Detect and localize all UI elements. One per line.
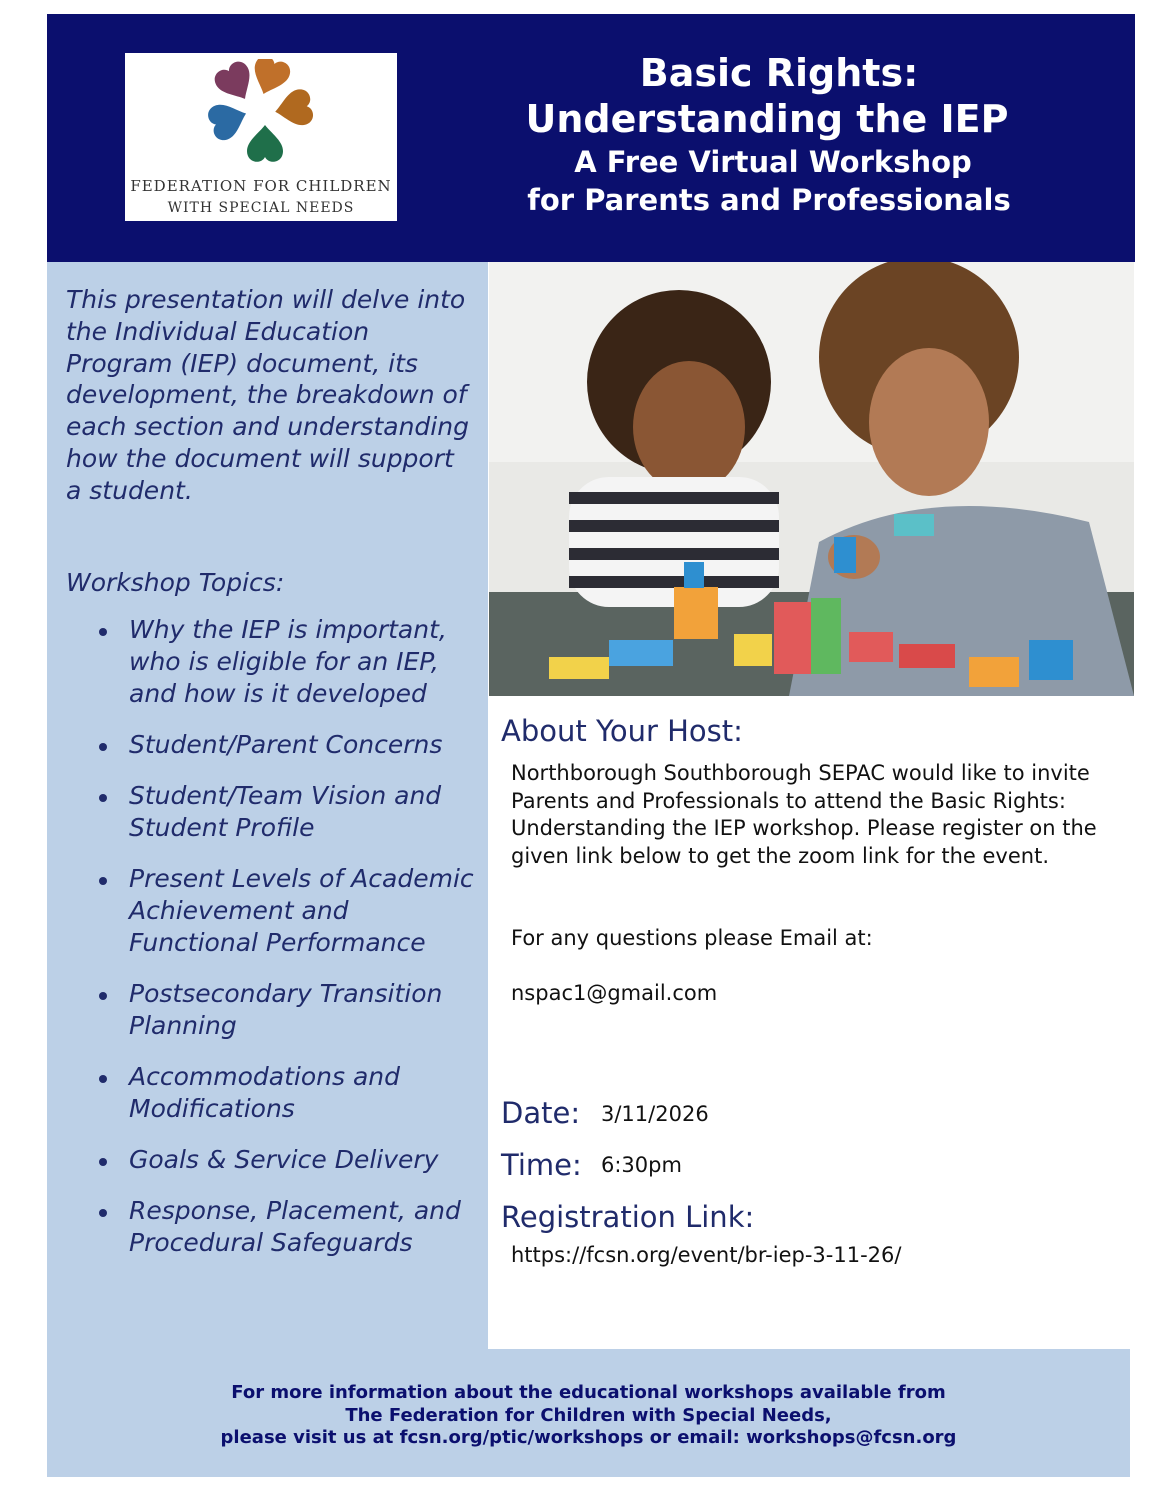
footer-line3: please visit us at fcsn.org/ptic/workshops or email: workshops@fcsn.org [220,1427,957,1448]
photo-illustration [489,262,1134,696]
topic-text: Why the IEP is important, who is eligible for an IEP, and how is it developed [129,615,447,708]
date-label: Date: [501,1096,581,1130]
bullet-icon [99,992,107,1000]
topics-heading: Workshop Topics: [66,568,285,597]
registration-label: Registration Link: [501,1200,755,1234]
footer-line1: For more information about the educational workshops available from [231,1382,946,1403]
topic-text: Student/Team Vision and Student Profile [129,781,442,842]
about-host-body: Northborough Southborough SEPAC would like to invite Parents and Professionals to attend the Basic Rights: Understanding the IEP workshop. Please register on the given link below to get the zoom link for the event. [511,761,1097,868]
topic-item [47,729,488,761]
footer-line2: The Federation for Children with Special Needs, [345,1404,832,1426]
topic-text: Accommodations and Modifications [129,1062,400,1123]
fcsn-logo [125,53,397,221]
topic-text: Response, Placement, and Procedural Safeguards [129,1196,461,1257]
about-host-heading: About Your Host: [501,714,743,748]
bullet-icon [99,628,107,636]
bullet-icon [99,794,107,802]
title-block [477,50,1097,219]
bullet-icon [99,877,107,885]
time-label: Time: [501,1148,582,1182]
hearts-logo-icon [207,59,315,171]
topic-text: Goals & Service Delivery [129,1145,439,1174]
topic-text: Present Levels of Academic Achievement and Functional Performance [129,864,474,957]
header-banner [47,14,1135,262]
title-line2: Understanding the IEP [525,97,1009,141]
questions-text: For any questions please Email at: [511,926,873,950]
topics-list [47,614,488,1278]
bullet-icon [99,1075,107,1083]
topic-text: Student/Parent Concerns [129,730,443,759]
bullet-icon [99,1158,107,1166]
topic-item [47,780,488,844]
title-line1: Basic Rights: [639,51,919,95]
topics-sidebar [47,262,488,1349]
bullet-icon [99,1209,107,1217]
topic-item [47,1195,488,1259]
logo-org-line2: WITH SPECIAL NEEDS [167,200,355,216]
date-value: 3/11/2026 [601,1102,709,1126]
time-value: 6:30pm [601,1153,682,1177]
registration-link[interactable]: https://fcsn.org/event/br-iep-3-11-26/ [511,1243,902,1267]
footer-banner [47,1349,1130,1477]
topic-text: Postsecondary Transition Planning [129,979,443,1040]
topic-item [47,1144,488,1176]
bullet-icon [99,743,107,751]
topic-item [47,1061,488,1125]
topic-item [47,614,488,710]
host-email: nspac1@gmail.com [511,981,718,1005]
subtitle-line2: for Parents and Professionals [527,183,1011,217]
logo-org-line1: FEDERATION FOR CHILDREN [130,177,392,195]
intro-paragraph: This presentation will delve into the Individual Education Program (IEP) document, its development, the breakdown of each section and understanding how the document will support a student. [66,285,469,505]
topic-item [47,863,488,959]
workshop-photo [489,262,1134,696]
subtitle-line1: A Free Virtual Workshop [574,145,972,179]
topic-item [47,978,488,1042]
